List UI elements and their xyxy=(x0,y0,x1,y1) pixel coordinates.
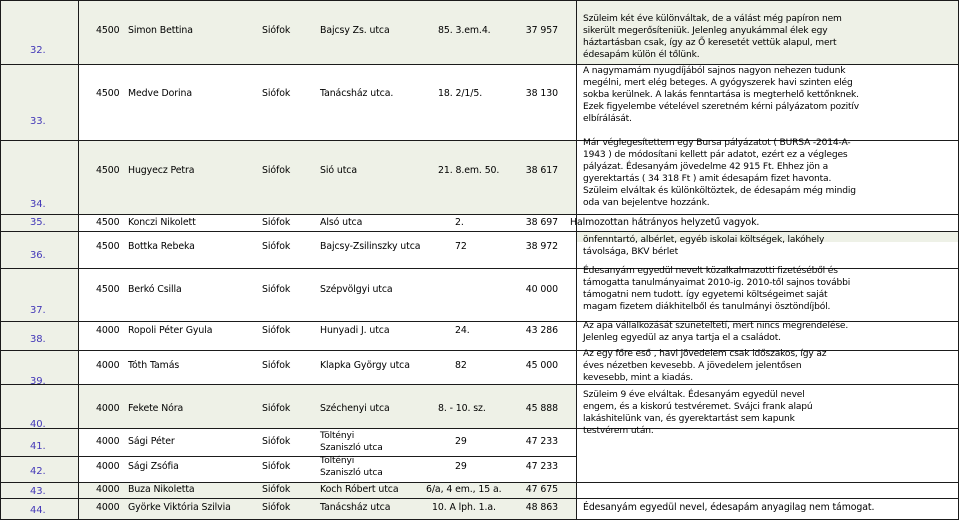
applicant-name: Buza Nikoletta xyxy=(128,484,195,495)
house-number: 2. xyxy=(455,217,464,228)
income: 43 286 xyxy=(525,325,558,336)
zip-code: 4000 xyxy=(96,360,120,371)
row-number: 35. xyxy=(30,217,46,228)
city: Siófok xyxy=(262,284,291,295)
city: Siófok xyxy=(262,484,291,495)
house-number: 10. A lph. 1.a. xyxy=(432,502,496,513)
row-number: 36. xyxy=(30,250,46,261)
house-number: 8. - 10. sz. xyxy=(438,403,486,414)
applicant-name: Berkó Csilla xyxy=(128,284,182,295)
house-number: 85. 3.em.4. xyxy=(438,25,491,36)
income: 47 675 xyxy=(525,484,558,495)
applicant-name: Györke Viktória Szilvia xyxy=(128,502,231,513)
applicant-name: Hugyecz Petra xyxy=(128,165,195,176)
house-number: 82 xyxy=(455,360,467,371)
applicant-name: Simon Bettina xyxy=(128,25,193,36)
row-number: 40. xyxy=(30,419,46,430)
street: Tanácsház utca. xyxy=(320,88,394,99)
street: Koch Róbert utca xyxy=(320,484,399,495)
zip-code: 4000 xyxy=(96,502,120,513)
income: 47 233 xyxy=(525,436,558,447)
applicant-name: Bottka Rebeka xyxy=(128,241,195,252)
house-number: 72 xyxy=(455,241,467,252)
applicant-name: Fekete Nóra xyxy=(128,403,184,414)
zip-code: 4000 xyxy=(96,436,120,447)
income: 38 972 xyxy=(525,241,558,252)
note: Az egy főre eső , havi jövedelem csak időszakos, így az éves nézetben kevesebb. A jövedelem jelentősen kevesebb, mint a kiadás. xyxy=(583,349,827,383)
house-number: 18. 2/1/5. xyxy=(438,88,483,99)
applicant-name: Tóth Tamás xyxy=(128,360,180,371)
income: 37 957 xyxy=(525,25,558,36)
applicant-name: Konczi Nikolett xyxy=(128,217,196,228)
city: Siófok xyxy=(262,360,291,371)
city: Siófok xyxy=(262,241,291,252)
zip-code: 4500 xyxy=(96,284,120,295)
row-number: 33. xyxy=(30,116,46,127)
street: Klapka György utca xyxy=(320,360,410,371)
note: A nagymamám nyugdíjából sajnos nagyon nehezen tudunk megélni, mert elég beteges. A gyógyszerek havi szinten elég sokba kerülnek. A lakás fenntartása is megterhelő kettőnknek. Ezek figyelembe vételével szeretném kérni pályázatom pozitív elbírálását. xyxy=(583,66,860,124)
row-number: 44. xyxy=(30,505,46,516)
zip-code: 4500 xyxy=(96,165,120,176)
street: Töltényi Szaniszló utca xyxy=(320,456,383,478)
street: Bajcsy Zs. utca xyxy=(320,25,390,36)
row-number: 38. xyxy=(30,334,46,345)
note: önfenntartó, albérlet, egyéb iskolai költségek, lakóhely távolsága, BKV bérlet xyxy=(583,235,825,257)
zip-code: 4000 xyxy=(96,484,120,495)
house-number: 6/a, 4 em., 15 a. xyxy=(426,484,502,495)
city: Siófok xyxy=(262,88,291,99)
city: Siófok xyxy=(262,217,291,228)
applicant-name: Medve Dorina xyxy=(128,88,193,99)
note: Édesanyám egyedül nevelt közalkalmazotti fizetéséből és támogatta tanulmányaimat 2010-ig. 2010-től sajnos további támogatni nem tudott. így egyetemi költségeimet saját magam fizetem diákhitelből és tanulmányi ösztöndíjból. xyxy=(583,266,851,312)
city: Siófok xyxy=(262,436,291,447)
street: Szépvölgyi utca xyxy=(320,284,393,295)
street: Sió utca xyxy=(320,165,357,176)
applicant-name: Sági Zsófia xyxy=(128,461,179,472)
note: Szüleim 9 éve elváltak. Édesanyám egyedül nevel engem, és a kiskorú testvéremet. Svájci frank alapú lakáshitelünk van, és gyerektartást sem kapunk testvérem után. xyxy=(583,390,813,436)
income: 40 000 xyxy=(525,284,558,295)
street: Széchenyi utca xyxy=(320,403,390,414)
house-number: 21. 8.em. 50. xyxy=(438,165,500,176)
city: Siófok xyxy=(262,461,291,472)
note: Már véglegesítettem egy Bursa pályázatot ( BURSA -2014-A-1943 ) de módosítani kellett pár adatot, ezért ez a végleges pályázat. Édesanyám jövedelme 42 915 Ft. Ehhez jön a gyerektartás ( 34 318 Ft ) amit édesapám fizet havonta. Szüleim elváltak és különköltöztek, de édesapám még mindig oda van bejelentve hozzánk. xyxy=(583,138,856,208)
zip-code: 4000 xyxy=(96,325,120,336)
note: Az apa vállalkozását szüneteltetí, mert nincs megrendelése. Jelenleg egyedül az anya tartja el a családot. xyxy=(583,321,849,343)
zip-code: 4500 xyxy=(96,241,120,252)
city: Siófok xyxy=(262,502,291,513)
note: Édesanyám egyedül nevel, édesapám anyagilag nem támogat. xyxy=(583,502,875,513)
city: Siófok xyxy=(262,325,291,336)
income: 47 233 xyxy=(525,461,558,472)
street: Tanácsház utca xyxy=(320,502,391,513)
street: Bajcsy-Zsilinszky utca xyxy=(320,241,421,252)
zip-code: 4000 xyxy=(96,403,120,414)
house-number: 24. xyxy=(455,325,470,336)
zip-code: 4500 xyxy=(96,88,120,99)
income: 38 130 xyxy=(525,88,558,99)
row-number: 41. xyxy=(30,441,46,452)
city: Siófok xyxy=(262,25,291,36)
row-number: 43. xyxy=(30,486,46,497)
city: Siófok xyxy=(262,403,291,414)
street: Alsó utca xyxy=(320,217,363,228)
shaded-row xyxy=(78,140,576,214)
street: Hunyadi J. utca xyxy=(320,325,390,336)
applicant-name: Sági Péter xyxy=(128,436,175,447)
zip-code: 4000 xyxy=(96,461,120,472)
income: 45 888 xyxy=(525,403,558,414)
street: Töltényi Szaniszló utca xyxy=(320,431,383,453)
house-number: 29 xyxy=(455,436,467,447)
city: Siófok xyxy=(262,165,291,176)
zip-code: 4500 xyxy=(96,217,120,228)
row-number: 34. xyxy=(30,199,46,210)
applicant-name: Ropoli Péter Gyula xyxy=(128,325,213,336)
zip-code: 4500 xyxy=(96,25,120,36)
income: 38 617 xyxy=(525,165,558,176)
income: 38 697 xyxy=(525,217,558,228)
house-number: 29 xyxy=(455,461,467,472)
note: Szüleim két éve különváltak, de a válást még papíron nem sikerült megerősíteniük. Jelenleg anyukámmal élek egy háztartásban csak, így az Ő keresetét vettük alapul, mert édesapám külön él tőlünk. xyxy=(583,14,842,60)
note: Halmozottan hátrányos helyzetű vagyok. xyxy=(570,217,760,228)
row-number: 42. xyxy=(30,466,46,477)
income: 45 000 xyxy=(525,360,558,371)
row-number: 32. xyxy=(30,45,46,56)
row-number: 39. xyxy=(30,376,46,387)
row-number: 37. xyxy=(30,305,46,316)
income: 48 863 xyxy=(525,502,558,513)
